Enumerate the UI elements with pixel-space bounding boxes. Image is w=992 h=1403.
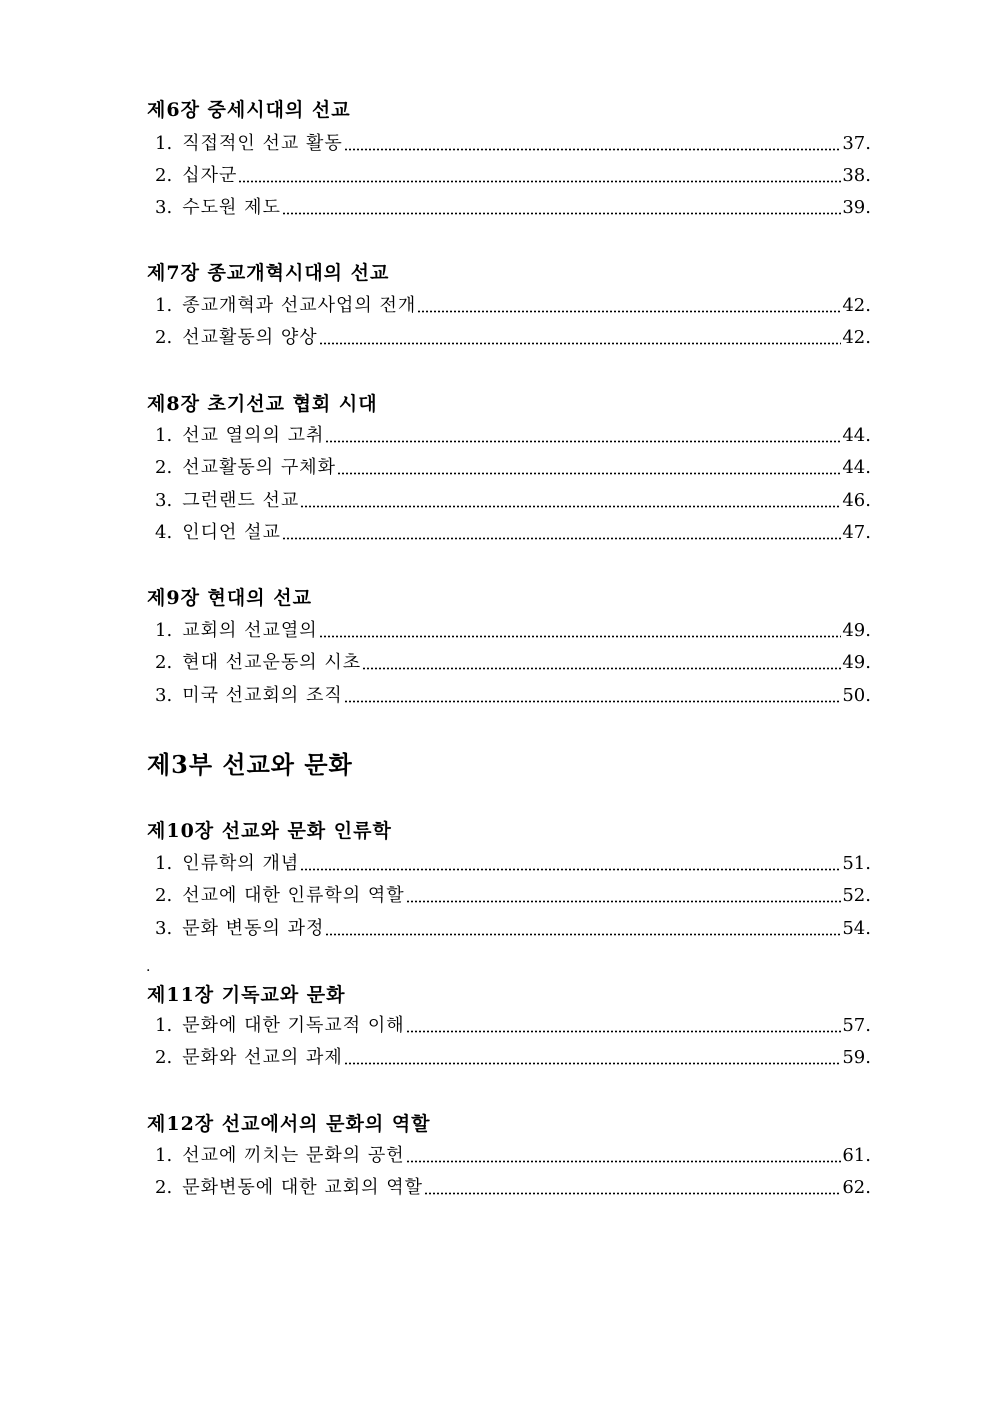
chapter-11-heading: 제11장 기독교와 문화: [147, 984, 346, 1006]
toc-entry: [155, 684, 871, 708]
chapter-6-heading: 제6장 중세시대의 선교: [147, 99, 351, 121]
entry-page: 54.: [842, 918, 871, 939]
entry-number: 1.: [155, 853, 173, 874]
chapter-10-heading: 제10장 선교와 문화 인류학: [147, 820, 392, 842]
entry-number: 2.: [155, 457, 173, 478]
dot-leader: [406, 1015, 842, 1033]
dot-leader: [325, 425, 841, 443]
dot-leader: [282, 197, 842, 215]
toc-entry: [155, 1176, 871, 1200]
entry-page: 44.: [842, 457, 871, 478]
entry-page: 62.: [842, 1177, 871, 1198]
toc-entry: [155, 1014, 871, 1038]
entry-title: 미국 선교회의 조직: [182, 685, 343, 706]
entry-number: 1.: [155, 425, 173, 446]
entry-number: 3.: [155, 197, 173, 218]
dot-leader: [406, 1145, 842, 1163]
entry-page: 52.: [842, 885, 871, 906]
entry-page: 49.: [842, 652, 871, 673]
dot-leader: [344, 1047, 842, 1065]
entry-page: 44.: [842, 425, 871, 446]
entry-number: 2.: [155, 1047, 173, 1068]
dot-leader: [417, 295, 841, 313]
toc-entry: [155, 489, 871, 513]
entry-number: 1.: [155, 1145, 173, 1166]
dot-leader: [406, 885, 842, 903]
dot-leader: [337, 457, 841, 475]
entry-title: 문화변동에 대한 교회의 역할: [182, 1177, 424, 1198]
entry-number: 1.: [155, 133, 173, 154]
entry-page: 42.: [842, 327, 871, 348]
dot-leader: [362, 652, 841, 670]
entry-title: 선교에 끼치는 문화의 공헌: [182, 1145, 405, 1166]
toc-entry: [155, 651, 871, 675]
entry-number: 3.: [155, 685, 173, 706]
stray-period: .: [146, 959, 151, 975]
entry-title: 수도원 제도: [182, 197, 281, 218]
entry-number: 4.: [155, 522, 173, 543]
entry-number: 2.: [155, 165, 173, 186]
entry-title: 인류학의 개념: [182, 853, 300, 874]
entry-page: 39.: [842, 197, 871, 218]
entry-title: 선교활동의 양상: [182, 327, 318, 348]
entry-title: 그런랜드 선교: [182, 490, 300, 511]
entry-page: 51.: [842, 853, 871, 874]
entry-number: 1.: [155, 295, 173, 316]
part-3-heading: 제3부 선교와 문화: [147, 750, 353, 779]
dot-leader: [319, 327, 842, 345]
dot-leader: [238, 165, 841, 183]
dot-leader: [300, 853, 841, 871]
toc-entry: [155, 521, 871, 545]
entry-title: 현대 선교운동의 시초: [182, 652, 362, 673]
toc-entry: [155, 917, 871, 941]
toc-entry: [155, 619, 871, 643]
toc-entry: [155, 326, 871, 350]
entry-number: 1.: [155, 1015, 173, 1036]
entry-title: 선교에 대한 인류학의 역할: [182, 885, 405, 906]
entry-page: 61.: [842, 1145, 871, 1166]
dot-leader: [424, 1177, 841, 1195]
dot-leader: [325, 918, 841, 936]
entry-title: 직접적인 선교 활동: [182, 133, 343, 154]
dot-leader: [344, 133, 842, 151]
entry-number: 1.: [155, 620, 173, 641]
toc-entry: [155, 294, 871, 318]
chapter-9-heading: 제9장 현대의 선교: [147, 587, 312, 609]
entry-title: 문화와 선교의 과제: [182, 1047, 343, 1068]
entry-page: 47.: [842, 522, 871, 543]
entry-page: 50.: [842, 685, 871, 706]
toc-entry: [155, 424, 871, 448]
entry-title: 인디언 설교: [182, 522, 281, 543]
entry-number: 2.: [155, 1177, 173, 1198]
entry-page: 46.: [842, 490, 871, 511]
entry-number: 2.: [155, 327, 173, 348]
entry-title: 문화에 대한 기독교적 이해: [182, 1015, 405, 1036]
dot-leader: [282, 522, 842, 540]
toc-entry: [155, 1144, 871, 1168]
dot-leader: [300, 490, 841, 508]
chapter-7-heading: 제7장 종교개혁시대의 선교: [147, 262, 390, 284]
toc-entry: [155, 1046, 871, 1070]
entry-page: 57.: [842, 1015, 871, 1036]
dot-leader: [344, 685, 842, 703]
toc-entry: [155, 456, 871, 480]
entry-title: 종교개혁과 선교사업의 전개: [182, 295, 417, 316]
chapter-8-heading: 제8장 초기선교 협회 시대: [147, 393, 378, 415]
entry-page: 42.: [842, 295, 871, 316]
entry-title: 십자군: [182, 165, 238, 186]
dot-leader: [319, 620, 842, 638]
entry-number: 2.: [155, 652, 173, 673]
entry-title: 문화 변동의 과정: [182, 918, 325, 939]
entry-number: 3.: [155, 490, 173, 511]
toc-entry: [155, 164, 871, 188]
entry-number: 2.: [155, 885, 173, 906]
toc-entry: [155, 132, 871, 156]
entry-title: 선교 열의의 고취: [182, 425, 325, 446]
entry-title: 교회의 선교열의: [182, 620, 318, 641]
entry-number: 3.: [155, 918, 173, 939]
entry-page: 38.: [842, 165, 871, 186]
toc-entry: [155, 196, 871, 220]
toc-entry: [155, 852, 871, 876]
entry-title: 선교활동의 구체화: [182, 457, 337, 478]
entry-page: 49.: [842, 620, 871, 641]
toc-entry: [155, 884, 871, 908]
entry-page: 59.: [842, 1047, 871, 1068]
entry-page: 37.: [842, 133, 871, 154]
chapter-12-heading: 제12장 선교에서의 문화의 역할: [147, 1113, 431, 1135]
